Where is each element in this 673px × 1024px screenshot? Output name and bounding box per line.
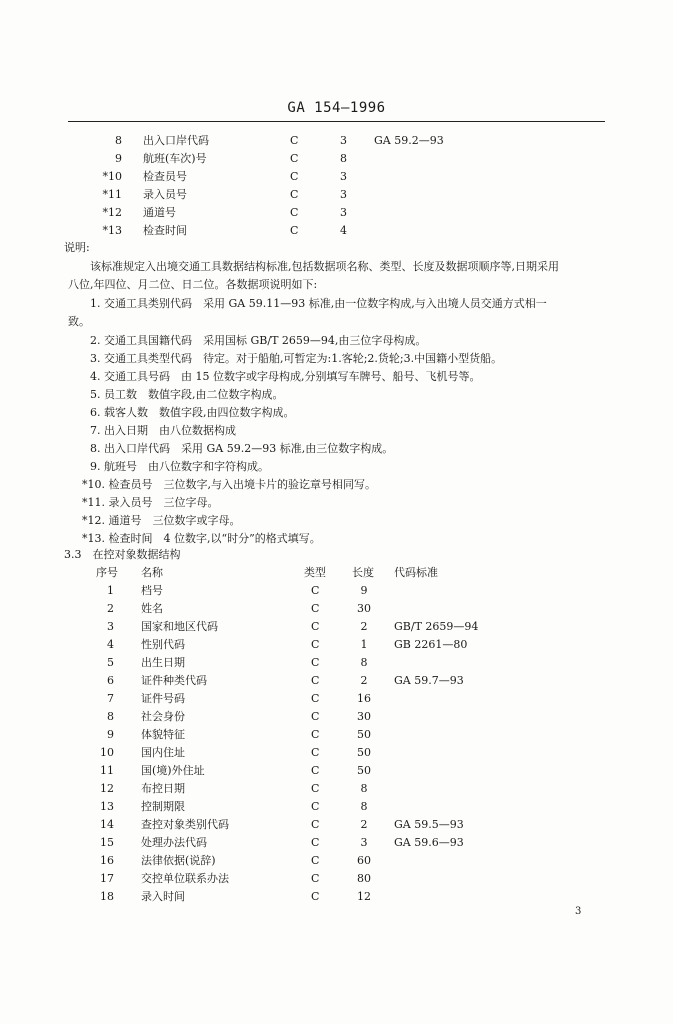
cell-length: 3 — [340, 206, 347, 219]
cell-type: C — [290, 206, 299, 219]
cell-no: 18 — [100, 890, 114, 903]
note-item: 4. 交通工具号码 由 15 位数字或字母构成,分别填写车牌号、船号、飞机号等。 — [90, 370, 481, 383]
cell-no: 6 — [107, 674, 114, 687]
table-row — [0, 150, 673, 168]
cell-name: 录入员号 — [143, 188, 187, 201]
cell-length: 2 — [360, 674, 368, 687]
note-item: *10. 检查员号 三位数字,与入出境卡片的验讫章号相同写。 — [82, 478, 376, 491]
cell-name: 法律依据(说辞) — [141, 854, 216, 867]
cell-standard: GB/T 2659—94 — [394, 620, 479, 633]
cell-name: 处理办法代码 — [141, 836, 207, 849]
cell-type: C — [290, 152, 299, 165]
cell-no: *12 — [102, 206, 122, 219]
cell-name: 交控单位联系办法 — [141, 872, 229, 885]
cell-length: 3 — [360, 836, 368, 849]
cell-type: C — [311, 710, 320, 723]
cell-no: 8 — [107, 710, 114, 723]
note-item: 9. 航班号 由八位数字和字符构成。 — [90, 460, 269, 473]
cell-name: 出入口岸代码 — [143, 134, 209, 147]
cell-no: 10 — [100, 746, 114, 759]
cell-no: 5 — [107, 656, 114, 669]
cell-no: 8 — [115, 134, 122, 147]
header-rule — [68, 121, 605, 122]
cell-no: 12 — [100, 782, 114, 795]
cell-name: 通道号 — [143, 206, 176, 219]
table-row — [0, 708, 673, 726]
cell-type: C — [311, 836, 320, 849]
table-row — [0, 132, 673, 150]
cell-standard: GA 59.5—93 — [394, 818, 464, 831]
note-item: 致。 — [68, 315, 90, 328]
cell-standard: GB 2261—80 — [394, 638, 468, 651]
note-item: *11. 录入员号 三位字母。 — [82, 496, 219, 509]
cell-name: 检查员号 — [143, 170, 187, 183]
cell-no: 17 — [100, 872, 114, 885]
cell-name: 性别代码 — [141, 638, 185, 651]
cell-length: 9 — [360, 584, 368, 597]
cell-length: 80 — [357, 872, 371, 885]
cell-name: 国内住址 — [141, 746, 185, 759]
note-item: 5. 员工数 数值字段,由二位数字构成。 — [90, 388, 284, 401]
cell-length: 60 — [357, 854, 371, 867]
cell-length: 30 — [357, 710, 371, 723]
cell-name: 查控对象类别代码 — [141, 818, 229, 831]
cell-length: 4 — [340, 224, 347, 237]
cell-name: 国(境)外住址 — [141, 764, 205, 777]
cell-type: C — [290, 188, 299, 201]
table-row — [0, 654, 673, 672]
table-row — [0, 222, 673, 240]
cell-length: 3 — [340, 134, 347, 147]
table-row — [0, 186, 673, 204]
col-header-standard: 代码标准 — [394, 566, 438, 579]
cell-type: C — [311, 854, 320, 867]
cell-length: 50 — [357, 764, 371, 777]
note-item: 3. 交通工具类型代码 待定。对于船舶,可暂定为:1.客轮;2.货轮;3.中国籍小型货船。 — [90, 352, 503, 365]
cell-type: C — [311, 800, 320, 813]
cell-length: 2 — [360, 818, 368, 831]
cell-name: 国家和地区代码 — [141, 620, 218, 633]
cell-type: C — [311, 656, 320, 669]
notes-intro-line: 八位,年四位、月二位、日二位。各数据项说明如下: — [68, 278, 318, 291]
table-row — [0, 204, 673, 222]
cell-type: C — [311, 782, 320, 795]
table-row — [0, 636, 673, 654]
note-item: 6. 载客人数 数值字段,由四位数字构成。 — [90, 406, 295, 419]
cell-name: 出生日期 — [141, 656, 185, 669]
cell-type: C — [290, 134, 299, 147]
cell-no: *11 — [102, 188, 122, 201]
table-row — [0, 726, 673, 744]
col-header-no: 序号 — [96, 566, 118, 579]
note-item: 2. 交通工具国籍代码 采用国标 GB/T 2659—94,由三位字母构成。 — [90, 334, 427, 347]
cell-type: C — [290, 224, 299, 237]
cell-name: 布控日期 — [141, 782, 185, 795]
cell-no: 15 — [100, 836, 114, 849]
table-row — [0, 816, 673, 834]
cell-type: C — [311, 584, 320, 597]
cell-no: 4 — [107, 638, 114, 651]
note-item: 7. 出入日期 由八位数据构成 — [90, 424, 236, 437]
notes-label: 说明: — [64, 241, 90, 254]
table-row — [0, 852, 673, 870]
col-header-type: 类型 — [304, 566, 326, 579]
cell-type: C — [311, 728, 320, 741]
col-header-name: 名称 — [141, 566, 163, 579]
note-item: 1. 交通工具类别代码 采用 GA 59.11—93 标准,由一位数字构成,与入出境人员交通方式相一 — [90, 297, 547, 310]
cell-standard: GA 59.7—93 — [394, 674, 464, 687]
cell-no: 14 — [100, 818, 114, 831]
table-row — [0, 168, 673, 186]
table-row — [0, 798, 673, 816]
cell-no: 13 — [100, 800, 114, 813]
cell-no: 9 — [115, 152, 122, 165]
cell-no: 9 — [107, 728, 114, 741]
cell-name: 证件种类代码 — [141, 674, 207, 687]
cell-standard: GA 59.2—93 — [374, 134, 444, 147]
note-item: 8. 出入口岸代码 采用 GA 59.2—93 标准,由三位数字构成。 — [90, 442, 394, 455]
table-row — [0, 744, 673, 762]
cell-name: 控制期限 — [141, 800, 185, 813]
cell-type: C — [311, 890, 320, 903]
cell-no: 2 — [107, 602, 114, 615]
table-row — [0, 888, 673, 906]
cell-length: 8 — [360, 800, 368, 813]
table-row — [0, 618, 673, 636]
cell-length: 30 — [357, 602, 371, 615]
cell-type: C — [290, 170, 299, 183]
cell-type: C — [311, 746, 320, 759]
cell-length: 50 — [357, 746, 371, 759]
table-row — [0, 780, 673, 798]
cell-name: 姓名 — [141, 602, 163, 615]
cell-length: 8 — [360, 782, 368, 795]
cell-no: 11 — [100, 764, 114, 777]
cell-length: 8 — [340, 152, 347, 165]
cell-length: 8 — [360, 656, 368, 669]
cell-name: 证件号码 — [141, 692, 185, 705]
cell-no: 1 — [107, 584, 114, 597]
cell-no: 7 — [107, 692, 114, 705]
cell-length: 3 — [340, 170, 347, 183]
cell-type: C — [311, 872, 320, 885]
note-item: *12. 通道号 三位数字或字母。 — [82, 514, 241, 527]
document-code-header: GA 154—1996 — [287, 100, 386, 116]
table-row — [0, 672, 673, 690]
cell-type: C — [311, 764, 320, 777]
table-row — [0, 690, 673, 708]
cell-name: 档号 — [141, 584, 163, 597]
cell-type: C — [311, 692, 320, 705]
notes-intro-line: 该标准规定入出境交通工具数据结构标准,包括数据项名称、类型、长度及数据项顺序等,日期采用 — [90, 260, 559, 273]
table-row — [0, 600, 673, 618]
cell-no: 3 — [107, 620, 114, 633]
page-number: 3 — [575, 906, 582, 917]
cell-name: 体貌特征 — [141, 728, 185, 741]
table-row — [0, 762, 673, 780]
cell-length: 50 — [357, 728, 371, 741]
cell-name: 检查时间 — [143, 224, 187, 237]
cell-type: C — [311, 620, 320, 633]
cell-name: 社会身份 — [141, 710, 185, 723]
note-item: *13. 检查时间 4 位数字,以“时分”的格式填写。 — [82, 532, 321, 545]
table-row — [0, 870, 673, 888]
cell-type: C — [311, 638, 320, 651]
cell-name: 航班(车次)号 — [143, 152, 207, 165]
cell-length: 12 — [357, 890, 371, 903]
table-row — [0, 582, 673, 600]
cell-type: C — [311, 818, 320, 831]
cell-type: C — [311, 674, 320, 687]
table-row — [0, 834, 673, 852]
cell-length: 2 — [360, 620, 368, 633]
cell-no: 16 — [100, 854, 114, 867]
cell-name: 录入时间 — [141, 890, 185, 903]
cell-length: 16 — [357, 692, 371, 705]
section-heading: 3.3 在控对象数据结构 — [64, 548, 181, 561]
cell-no: *13 — [102, 224, 122, 237]
cell-type: C — [311, 602, 320, 615]
table-header-row — [0, 564, 673, 582]
cell-standard: GA 59.6—93 — [394, 836, 464, 849]
cell-no: *10 — [102, 170, 122, 183]
col-header-length: 长度 — [352, 566, 374, 579]
cell-length: 1 — [360, 638, 368, 651]
cell-length: 3 — [340, 188, 347, 201]
